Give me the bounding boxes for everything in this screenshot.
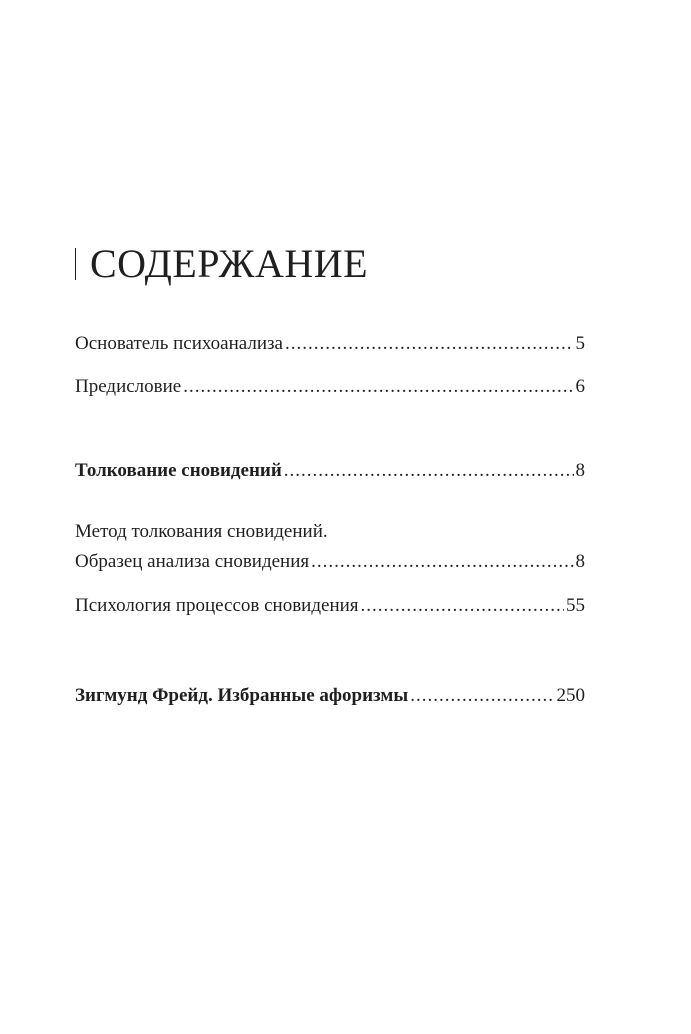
toc-entry[interactable] — [75, 520, 585, 574]
dot-leader — [284, 459, 574, 483]
page-title: СОДЕРЖАНИЕ — [90, 241, 369, 286]
toc-entry[interactable] — [75, 332, 585, 356]
toc-entry-page: 5 — [575, 333, 585, 354]
dot-leader — [183, 375, 573, 399]
toc-entry-title-line1: Метод толкования сновидений. — [75, 521, 328, 542]
dot-leader — [311, 550, 573, 574]
toc-entry-page: 8 — [575, 460, 585, 481]
dot-leader — [361, 594, 564, 618]
toc-entry-page: 6 — [575, 376, 585, 397]
toc-entry-page: 250 — [556, 685, 585, 706]
toc-entry-title: Зигмунд Фрейд. Избранные афоризмы — [75, 685, 409, 706]
dot-leader — [285, 332, 574, 356]
toc-entry-section[interactable] — [75, 459, 585, 483]
toc-heading — [75, 240, 368, 288]
toc-entry-title: Психология процессов сновидения — [75, 595, 359, 616]
dot-leader — [410, 684, 554, 708]
toc-entry-page: 8 — [575, 551, 585, 572]
toc-entry-title: Толкование сновидений — [75, 460, 282, 481]
toc-entry-title: Образец анализа сновидения — [75, 551, 310, 572]
toc-entry[interactable] — [75, 375, 585, 399]
toc-entry-section[interactable] — [75, 684, 585, 708]
toc-entry[interactable] — [75, 594, 585, 618]
toc-entry-title: Предисловие — [75, 376, 182, 397]
toc-entry-page: 55 — [566, 595, 585, 616]
heading-accent-bar — [75, 248, 76, 280]
toc-entry-title: Основатель психоанализа — [75, 333, 283, 354]
